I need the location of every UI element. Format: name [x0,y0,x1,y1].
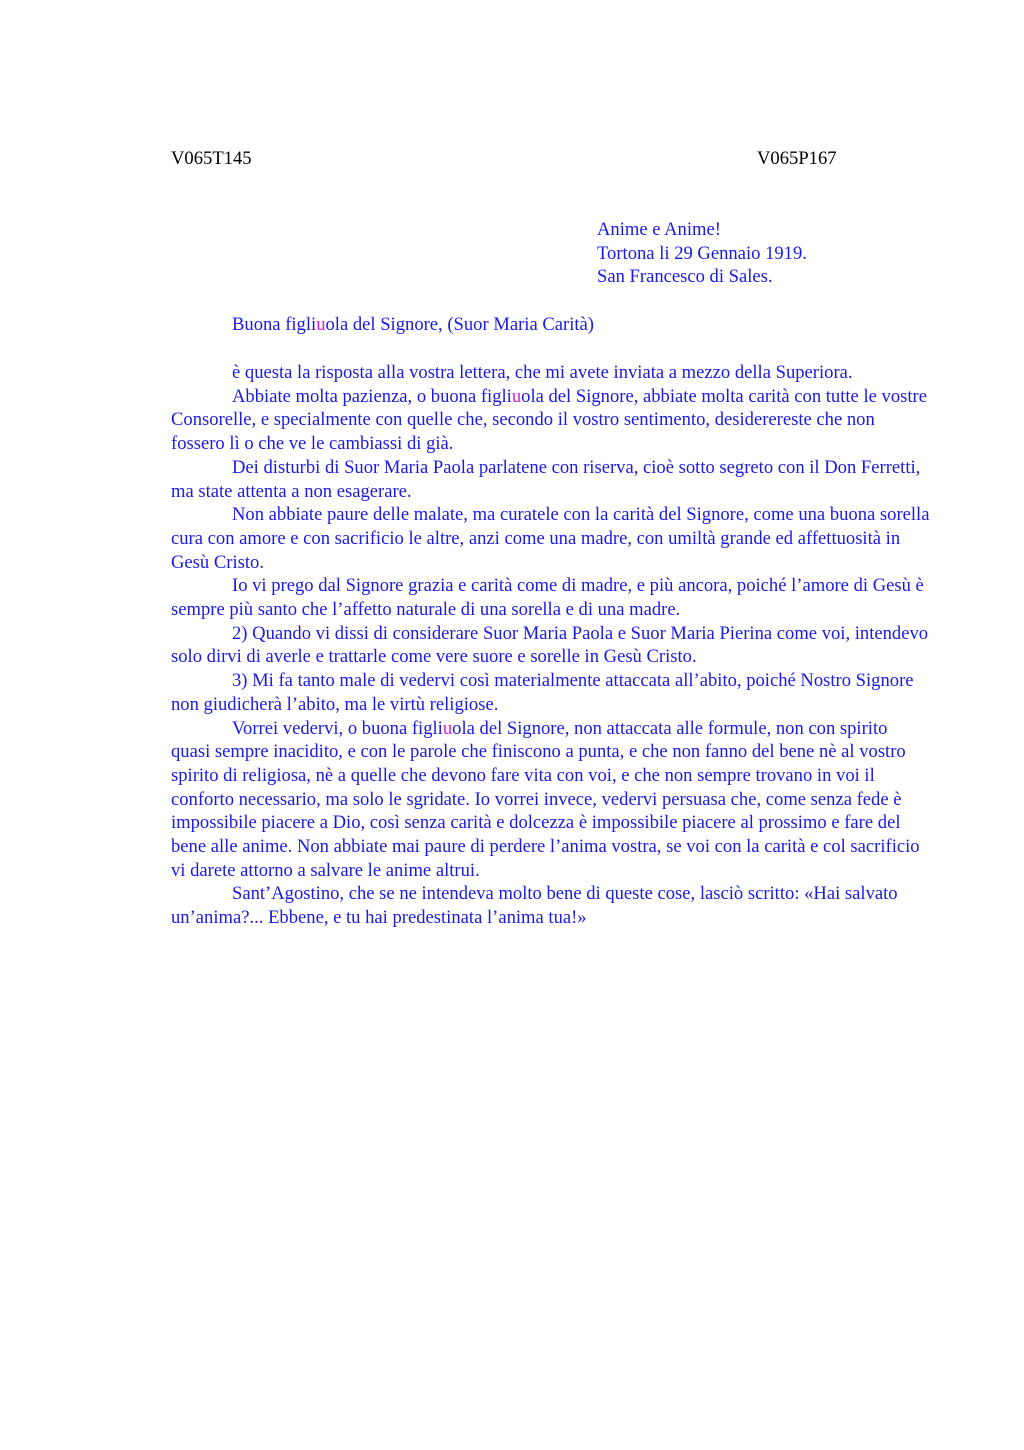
heading-place-date: Tortona li 29 Gennaio 1919. [597,242,807,264]
paragraph-2-highlight: u [511,385,522,407]
salutation-text-start: Buona figli [232,314,317,335]
paragraph-8-end: ola del Signore, non attaccata alle formule, non con spirito quasi sempre inacidito, e con le parole che finiscono a punta, e che non fanno del bene nè al vostro spirito di religiosa, nè a quelle che devono fare vita con voi, e che non sempre trovano in voi il conforto necessario, ma solo le sgridate. Io vorrei invece, vedervi persuasa che, come senza fede è impossibile piacere a Dio, così senza carità e dolcezza è impossibile piacere al prossimo e fare del bene alle anime. Non abbiate mai paure di perdere l’anima vostra, se voi con la carità e col sacrificio vi darete attorno a salvare le anime altrui. [171,717,920,881]
paragraph-4: Non abbiate paure delle malate, ma curatele con la carità del Signore, come una buona sorella cura con amore e con sacrificio le altre, anzi come una madre, con umiltà grande ed affettuosità in Gesù Cristo. [171,504,930,573]
reference-code-right: V065P167 [757,148,837,169]
letter-body [171,361,931,930]
paragraph-3: Dei disturbi di Suor Maria Paola parlatene con riserva, cioè sotto segreto con il Don Ferretti, ma state attenta a non esagerare. [171,456,921,502]
heading-motto: Anime e Anime! [597,219,721,240]
paragraph-2-start: Abbiate molta pazienza, o buona figli [232,385,512,407]
paragraph-2-end: ola del Signore, abbiate molta carità con tutte le vostre Consorelle, e specialmente con quelle che, secondo il vostro sentimento, desiderereste che non fossero lì o che ve le cambiassi di già. [171,385,927,455]
letter-heading [597,218,807,289]
paragraph-1: è questa la risposta alla vostra lettera, che mi avete inviata a mezzo della Superiora. [232,362,853,383]
paragraph-2 [171,385,931,456]
paragraph-9: Sant’Agostino, che se ne intendeva molto bene di queste cose, lasciò scritto: «Hai salvato un’anima?... Ebbene, e tu hai predestinata l’anima tua!» [171,883,898,929]
reference-code-left: V065T145 [171,148,252,169]
paragraph-5: Io vi prego dal Signore grazia e carità come di madre, e più ancora, poiché l’amore di Gesù è sempre più santo che l’affetto naturale di una sorella e di una madre. [171,575,924,621]
paragraph-7: 3) Mi fa tanto male di vedervi così materialmente attaccata all’abito, poiché Nostro Signore non giudicherà l’abito, ma le virtù religiose. [171,670,914,715]
salutation [232,313,594,337]
salutation-highlight: u [316,314,326,335]
paragraph-8 [171,717,931,883]
salutation-text-end: ola del Signore, (Suor Maria Carità) [325,314,594,335]
paragraph-6: 2) Quando vi dissi di considerare Suor Maria Paola e Suor Maria Pierina come voi, intendevo solo dirvi di averle e trattarle come vere suore e sorelle in Gesù Cristo. [171,622,929,668]
paragraph-8-highlight: u [442,717,453,739]
heading-feast: San Francesco di Sales. [597,266,773,288]
paragraph-8-start: Vorrei vedervi, o buona figli [232,717,443,739]
